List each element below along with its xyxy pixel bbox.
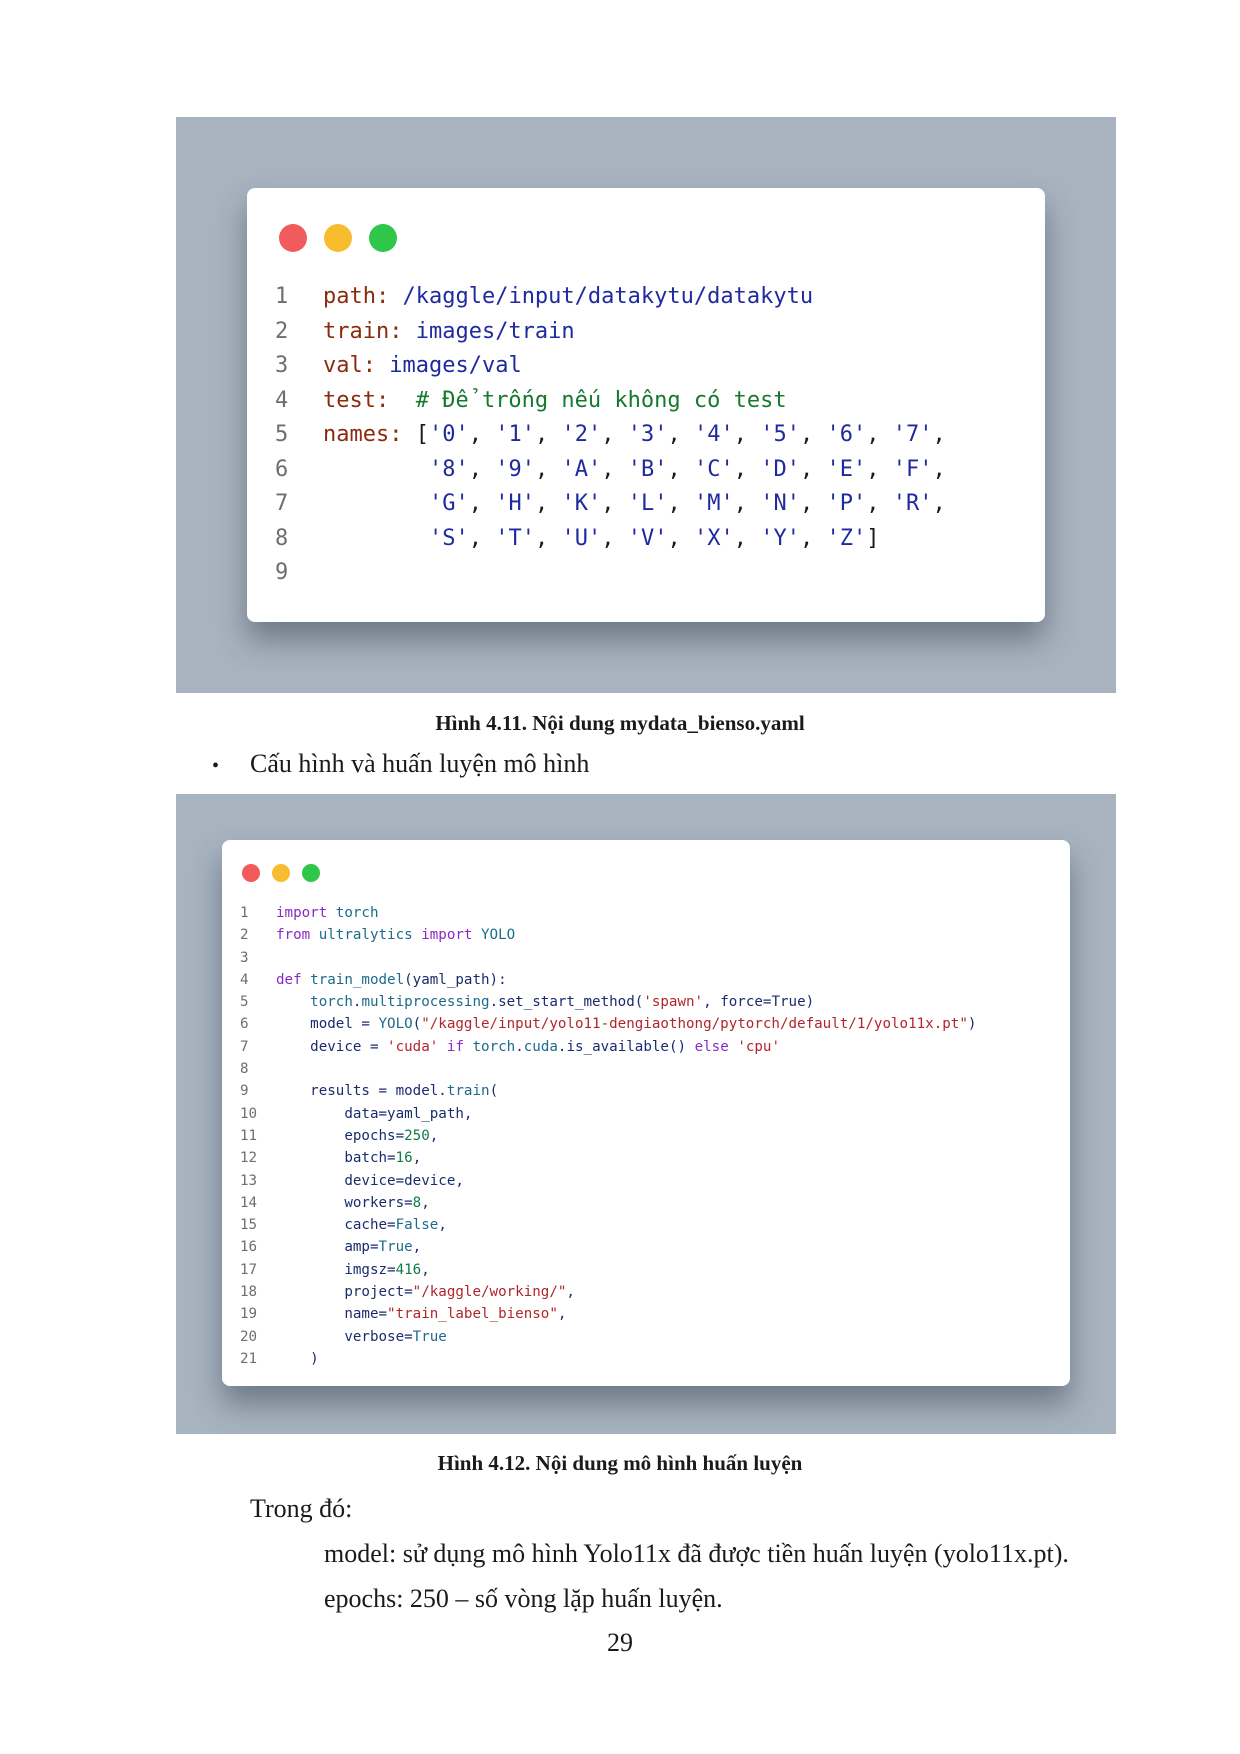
- code-token: 'cpu': [737, 1038, 781, 1055]
- code-token: '4': [693, 422, 734, 447]
- code-text: [323, 487, 946, 522]
- code-token: ,: [932, 491, 946, 516]
- code-line: [240, 1147, 976, 1169]
- code-token: [: [415, 422, 429, 447]
- code-token: names:: [323, 422, 416, 447]
- code-token: ,: [667, 422, 694, 447]
- code-token: 'Y': [760, 525, 800, 551]
- code-token: from: [276, 927, 311, 944]
- code-line: [275, 556, 946, 591]
- figure-caption: Hình 4.11. Nội dung mydata_bienso.yaml: [435, 711, 805, 735]
- code-token: ,: [667, 525, 694, 551]
- code-token: [323, 491, 429, 516]
- line-number: 20: [240, 1328, 258, 1345]
- code-token: results = model.: [276, 1083, 447, 1100]
- code-token: ,: [799, 491, 827, 516]
- code-token: ,: [733, 525, 761, 551]
- code-token: ,: [534, 525, 562, 551]
- code-token: torch: [472, 1038, 516, 1055]
- code-token: ,: [534, 422, 562, 447]
- figure-caption: Hình 4.12. Nội dung mô hình huấn luyện: [437, 1451, 803, 1475]
- code-token: 'K': [561, 491, 602, 516]
- close-dot-icon: [242, 864, 260, 882]
- line-number: 12: [240, 1150, 258, 1167]
- code-token: ,: [429, 1127, 439, 1144]
- code-token: device=device,: [276, 1172, 464, 1189]
- code-token: ,: [866, 422, 893, 447]
- line-number: 16: [240, 1239, 258, 1256]
- code-token: ,: [799, 456, 827, 482]
- code-text: [276, 1013, 976, 1035]
- code-line: [240, 1080, 976, 1102]
- line-number: 6: [240, 1016, 249, 1033]
- maximize-dot-icon: [302, 864, 320, 882]
- code-token: multiprocessing: [361, 994, 490, 1011]
- code-token: [276, 994, 310, 1010]
- code-token: images/val: [389, 353, 522, 378]
- code-token: (yaml_path):: [404, 971, 507, 988]
- line-number: 5: [275, 422, 289, 447]
- code-text: [276, 1303, 566, 1325]
- code-token: '1': [495, 422, 535, 447]
- code-token: ,: [601, 422, 628, 447]
- code-token: True: [378, 1239, 413, 1256]
- code-token: amp=: [276, 1239, 379, 1256]
- code-token: 8: [412, 1194, 422, 1211]
- paragraph-model-desc: model: sử dụng mô hình Yolo11x đã được tiền huấn luyện (yolo11x.pt).: [324, 1539, 1069, 1568]
- code-token: '6': [826, 422, 867, 447]
- code-token: .set_start_method(: [489, 994, 644, 1011]
- code-text: [276, 969, 507, 991]
- code-token: '5': [760, 422, 800, 447]
- code-token: 'cuda': [387, 1038, 439, 1055]
- code-token: def: [276, 971, 302, 988]
- code-token: 'A': [561, 456, 602, 482]
- line-number: 8: [275, 525, 289, 551]
- window-controls: [279, 224, 414, 252]
- code-token: False: [395, 1217, 439, 1234]
- code-token: 'Z': [826, 525, 867, 551]
- minimize-dot-icon: [272, 864, 290, 882]
- code-token: model =: [276, 1016, 379, 1033]
- code-line: [275, 453, 946, 488]
- code-token: if: [446, 1038, 464, 1055]
- code-text: [276, 902, 379, 924]
- code-token: [438, 1039, 447, 1055]
- code-text: [276, 1348, 319, 1370]
- code-token: 'U': [561, 525, 602, 551]
- code-text: [276, 924, 515, 946]
- code-token: ,: [438, 1217, 447, 1234]
- code-text: [276, 1214, 447, 1236]
- code-token: .is_available(): [557, 1038, 695, 1055]
- line-number: 1: [275, 284, 289, 309]
- code-token: cache=: [276, 1217, 396, 1234]
- code-token: YOLO: [378, 1016, 413, 1033]
- line-number: 13: [240, 1172, 258, 1189]
- code-token: epochs=: [276, 1127, 405, 1144]
- line-number: 21: [240, 1350, 258, 1367]
- code-line: [240, 1214, 976, 1236]
- code-text: [276, 1326, 447, 1348]
- code-token: 'N': [760, 491, 800, 516]
- code-token: ,: [468, 525, 496, 551]
- line-number: 10: [240, 1105, 258, 1122]
- code-text: [276, 1281, 575, 1303]
- code-text: [323, 280, 813, 315]
- code-token: 'L': [627, 491, 668, 516]
- code-line: [240, 1058, 976, 1080]
- code-line: [240, 1125, 976, 1147]
- code-token: 'R': [892, 491, 933, 516]
- code-token: 'T': [495, 525, 535, 551]
- paragraph-epochs-desc: epochs: 250 – số vòng lặp huấn luyện.: [324, 1584, 723, 1613]
- maximize-dot-icon: [369, 224, 397, 252]
- code-text: [276, 1036, 780, 1058]
- code-token: ,: [866, 491, 893, 516]
- code-line: [275, 315, 946, 350]
- code-token: device =: [276, 1038, 388, 1055]
- code-token: ultralytics: [310, 927, 422, 944]
- code-text: [276, 1125, 438, 1147]
- code-token: ,: [932, 422, 946, 447]
- code-token: ,: [412, 1239, 422, 1256]
- page-number: 29: [607, 1628, 633, 1657]
- code-line: [240, 1236, 976, 1258]
- code-text: [323, 384, 787, 419]
- close-dot-icon: [279, 224, 307, 252]
- code-line: [240, 1103, 976, 1125]
- code-token: ,: [733, 422, 761, 447]
- code-token: path:: [323, 284, 403, 309]
- code-text: [323, 453, 946, 488]
- window-controls: [242, 864, 332, 882]
- code-token: 'G': [428, 491, 469, 516]
- code-token: ,: [799, 525, 827, 551]
- code-token: ,: [932, 456, 946, 482]
- code-token: ,: [421, 1194, 430, 1211]
- code-token: 250: [404, 1127, 430, 1144]
- line-number: 2: [240, 927, 249, 944]
- code-token: ,: [667, 491, 694, 516]
- code-token: ,: [557, 1306, 567, 1323]
- line-number: 7: [240, 1038, 249, 1055]
- line-number: 7: [275, 491, 289, 516]
- code-line: [240, 1326, 976, 1348]
- line-number: 6: [275, 456, 289, 482]
- code-token: ,: [534, 456, 562, 482]
- paragraph-intro: Trong đó:: [250, 1494, 353, 1523]
- code-token: ,: [566, 1284, 575, 1301]
- python-code-block: [240, 902, 976, 1370]
- code-token: ,: [799, 422, 827, 447]
- code-text: [276, 1147, 421, 1169]
- code-token: 'P': [826, 491, 867, 516]
- code-token: ,: [468, 491, 496, 516]
- code-token: project=: [276, 1284, 413, 1301]
- code-token: .: [352, 994, 362, 1011]
- code-token: "/kaggle/working/": [412, 1284, 567, 1301]
- code-token: 'S': [428, 525, 469, 551]
- code-text: [276, 1236, 421, 1258]
- bullet-icon: •: [212, 755, 220, 777]
- code-token: ,: [601, 491, 628, 516]
- minimize-dot-icon: [324, 224, 352, 252]
- code-text: [276, 1259, 430, 1281]
- code-token: 'B': [627, 456, 668, 482]
- code-token: '8': [428, 456, 469, 482]
- code-token: 'V': [627, 525, 668, 551]
- line-number: 8: [240, 1061, 249, 1078]
- code-token: 'E': [826, 456, 867, 482]
- yaml-code-block: [275, 280, 946, 591]
- code-line: [240, 1259, 976, 1281]
- code-token: .: [515, 1038, 524, 1055]
- code-line: [275, 418, 946, 453]
- code-token: (: [489, 1083, 499, 1100]
- code-token: ,: [601, 456, 628, 482]
- code-line: [240, 1013, 976, 1035]
- code-token: ,: [468, 422, 496, 447]
- line-number: 9: [240, 1083, 249, 1100]
- code-text: [323, 315, 575, 350]
- code-line: [275, 522, 946, 557]
- line-number: 14: [240, 1194, 258, 1211]
- code-text: [276, 1170, 464, 1192]
- code-token: ,: [601, 525, 628, 551]
- code-token: imgsz=: [276, 1261, 396, 1278]
- code-token: data=yaml_path,: [276, 1105, 473, 1122]
- line-number: 15: [240, 1217, 258, 1234]
- code-token: ): [276, 1350, 319, 1367]
- code-line: [240, 969, 976, 991]
- code-token: images/train: [415, 318, 575, 344]
- code-token: cuda: [523, 1038, 558, 1055]
- code-token: ,: [733, 491, 761, 516]
- line-number: 4: [240, 971, 249, 988]
- code-text: [276, 1103, 472, 1125]
- code-line: [275, 487, 946, 522]
- code-token: "train_label_bienso": [387, 1306, 558, 1323]
- code-text: [276, 991, 814, 1013]
- figure-yaml-config: [176, 117, 1116, 693]
- code-line: [275, 384, 946, 419]
- bullet-text: Cấu hình và huấn luyện mô hình: [250, 749, 590, 778]
- code-line: [240, 1192, 976, 1214]
- code-token: test:: [323, 387, 416, 413]
- code-line: [240, 1036, 976, 1058]
- code-token: ]: [866, 525, 880, 551]
- code-text: [323, 418, 946, 453]
- code-token: YOLO: [472, 927, 516, 944]
- figure-training-code: [176, 794, 1116, 1434]
- line-number: 5: [240, 994, 249, 1011]
- code-token: 'D': [760, 456, 800, 482]
- code-line: [240, 1303, 976, 1325]
- code-token: ,: [468, 456, 496, 482]
- line-number: 18: [240, 1284, 258, 1301]
- code-token: ,: [667, 456, 694, 482]
- code-line: [275, 280, 946, 315]
- code-token: torch: [310, 994, 353, 1011]
- code-token: (: [412, 1016, 422, 1033]
- code-token: ): [967, 1016, 977, 1033]
- code-token: 'M': [693, 491, 734, 516]
- line-number: 3: [275, 353, 289, 378]
- code-line: [240, 902, 976, 924]
- code-token: [323, 457, 429, 482]
- line-number: 2: [275, 318, 289, 344]
- code-token: '0': [428, 422, 469, 447]
- code-window: [247, 188, 1045, 622]
- line-number: 4: [275, 387, 289, 413]
- code-token: /kaggle/input/datakytu/datakytu: [402, 284, 814, 309]
- code-token: torch: [327, 905, 379, 921]
- code-token: '9': [495, 456, 535, 482]
- code-token: else: [694, 1038, 729, 1055]
- code-line: [240, 1348, 976, 1370]
- code-token: 'X': [693, 525, 734, 551]
- code-token: 16: [395, 1150, 413, 1167]
- code-token: "/kaggle/input/yolo11-dengiaothong/pytorch/default/1/yolo11x.pt": [421, 1016, 968, 1033]
- code-token: verbose=: [276, 1328, 413, 1345]
- code-token: 'spawn': [643, 994, 704, 1011]
- line-number: 19: [240, 1306, 258, 1323]
- bullet-list-item: [212, 749, 589, 779]
- code-token: 'H': [495, 491, 535, 516]
- code-text: [276, 1192, 430, 1214]
- line-number: 3: [240, 949, 249, 966]
- code-token: True: [412, 1328, 447, 1345]
- code-token: [323, 526, 429, 551]
- code-token: import: [276, 905, 328, 921]
- code-token: train:: [323, 318, 416, 344]
- code-token: workers=: [276, 1194, 413, 1211]
- code-window: [222, 840, 1070, 1386]
- code-token: ,: [733, 456, 761, 482]
- code-token: ,: [421, 1261, 430, 1278]
- code-text: [323, 349, 522, 384]
- code-line: [240, 991, 976, 1013]
- code-line: [275, 349, 946, 384]
- line-number: 11: [240, 1127, 258, 1144]
- code-token: '7': [892, 422, 933, 447]
- code-line: [240, 1170, 976, 1192]
- code-token: name=: [276, 1306, 388, 1323]
- code-token: val:: [323, 353, 390, 378]
- code-token: '3': [627, 422, 668, 447]
- code-line: [240, 924, 976, 946]
- code-token: 'F': [892, 456, 933, 482]
- line-number: 17: [240, 1261, 258, 1278]
- code-token: ,: [534, 491, 562, 516]
- code-token: [302, 972, 311, 988]
- code-token: '2': [561, 422, 602, 447]
- code-token: 'C': [693, 456, 734, 482]
- code-token: 416: [395, 1261, 422, 1278]
- line-number: 1: [240, 905, 249, 921]
- code-token: train: [446, 1083, 490, 1100]
- code-token: ,: [412, 1150, 422, 1167]
- code-token: batch=: [276, 1150, 396, 1167]
- code-token: import: [421, 927, 473, 944]
- code-line: [240, 947, 976, 969]
- code-line: [240, 1281, 976, 1303]
- line-number: 9: [275, 560, 289, 585]
- code-token: ,: [866, 456, 893, 482]
- code-token: , force=True): [703, 994, 815, 1011]
- code-token: # Để trống nếu không có test: [415, 387, 787, 413]
- code-text: [276, 1080, 498, 1102]
- code-text: [323, 522, 879, 557]
- code-token: train_model: [310, 971, 405, 988]
